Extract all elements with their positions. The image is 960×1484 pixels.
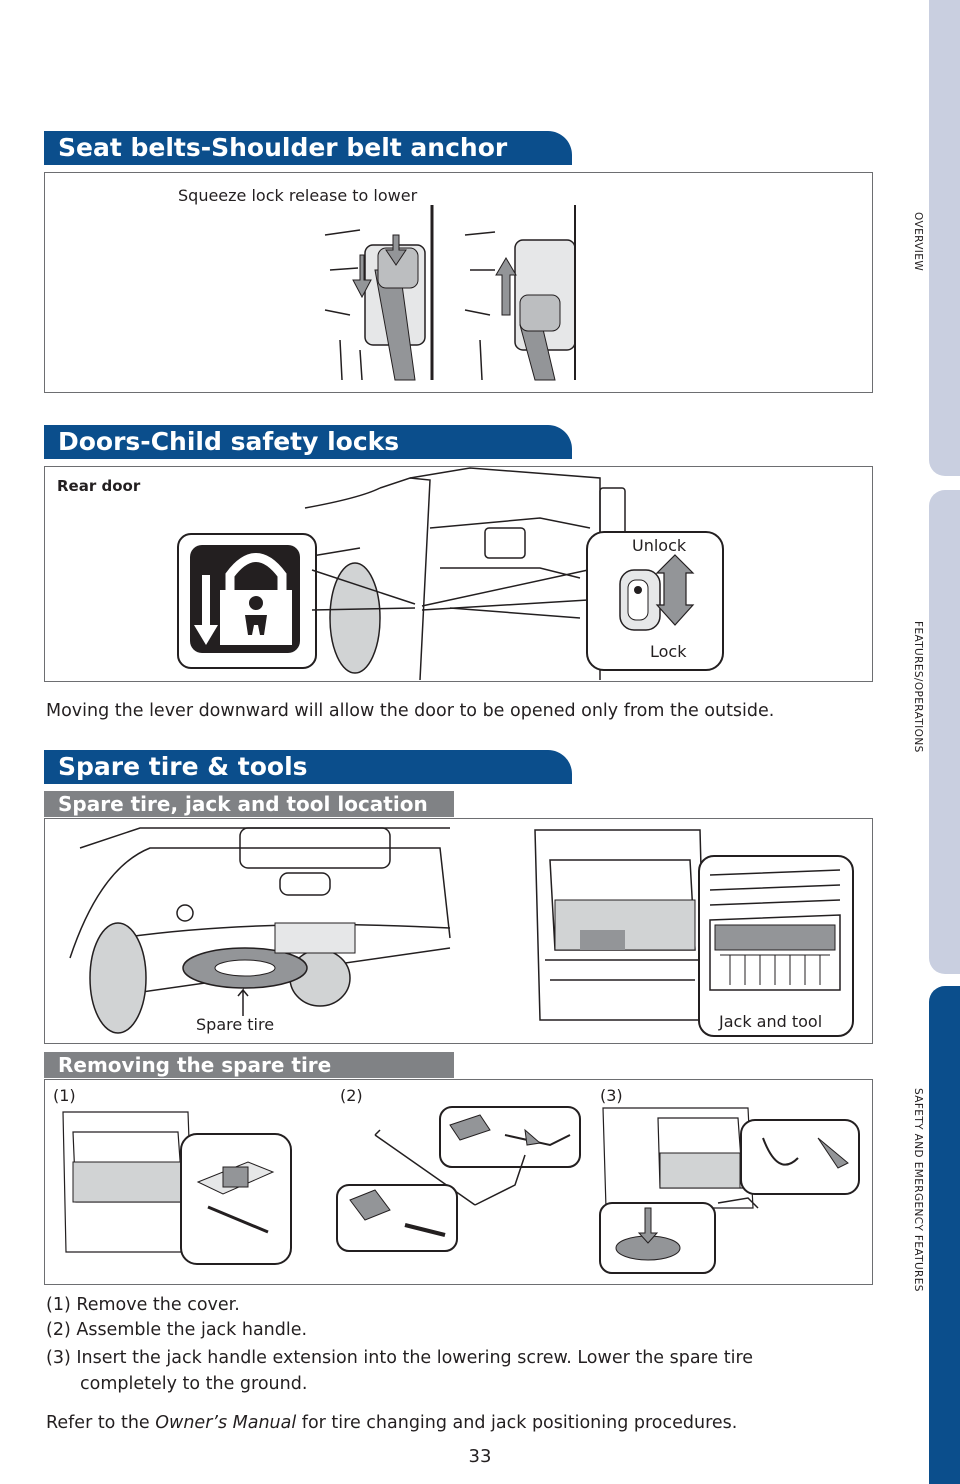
step-1-text: (1) Remove the cover. [46, 1295, 240, 1315]
rear-vehicle-illustration [60, 828, 460, 1038]
unlock-label: Unlock [632, 536, 687, 555]
step-2-illustration [335, 1105, 585, 1255]
child-locks-header: Doors-Child safety locks [44, 425, 572, 459]
step-2-label: (2) [340, 1086, 363, 1105]
step-1-illustration [58, 1112, 293, 1267]
refer-prefix: Refer to the [46, 1413, 156, 1433]
lever-illustration [600, 555, 710, 635]
rear-door-label: Rear door [57, 477, 141, 495]
owners-manual-title: Owner’s Manual [155, 1413, 297, 1433]
child-lock-icon [190, 545, 300, 653]
refer-manual-text [46, 1411, 737, 1436]
step-3-label: (3) [600, 1086, 623, 1105]
refer-suffix: for tire changing and jack positioning procedures. [296, 1413, 738, 1433]
step-1-label: (1) [53, 1086, 76, 1105]
spare-tire-header: Spare tire & tools [44, 750, 572, 784]
tire-location-subheader: Spare tire, jack and tool location [44, 791, 454, 817]
step-3-text: (3) Insert the jack handle extension into the lowering screw. Lower the spare tire [46, 1348, 754, 1368]
step-2-text: (2) Assemble the jack handle. [46, 1320, 308, 1340]
tab-overview-label: OVERVIEW [912, 212, 924, 272]
seat-belt-caption: Squeeze lock release to lower [178, 186, 418, 205]
jack-tool-label: Jack and tool [719, 1012, 823, 1031]
lock-label: Lock [650, 642, 687, 661]
tab-overview[interactable] [929, 0, 960, 476]
jack-tool-illustration [705, 870, 845, 1000]
callout-lines [300, 570, 590, 620]
shoulder-belt-illustration [320, 200, 590, 385]
spare-tire-label: Spare tire [196, 1015, 275, 1034]
tab-features-label: FEATURES/OPERATIONS [912, 621, 924, 753]
tab-safety-label: SAFETY AND EMERGENCY FEATURES [912, 1088, 924, 1292]
child-lock-description: Moving the lever downward will allow the door to be opened only from the outside. [46, 701, 775, 721]
cargo-area-illustration [530, 830, 710, 1030]
step-3-text-continued: completely to the ground. [80, 1374, 308, 1394]
removing-tire-subheader: Removing the spare tire [44, 1052, 454, 1078]
page-number: 33 [468, 1446, 492, 1467]
seat-belts-header: Seat belts-Shoulder belt anchor [44, 131, 572, 165]
tab-safety-emergency[interactable] [929, 986, 960, 1484]
step-3-illustration [598, 1108, 863, 1276]
tab-features-operations[interactable] [929, 490, 960, 974]
